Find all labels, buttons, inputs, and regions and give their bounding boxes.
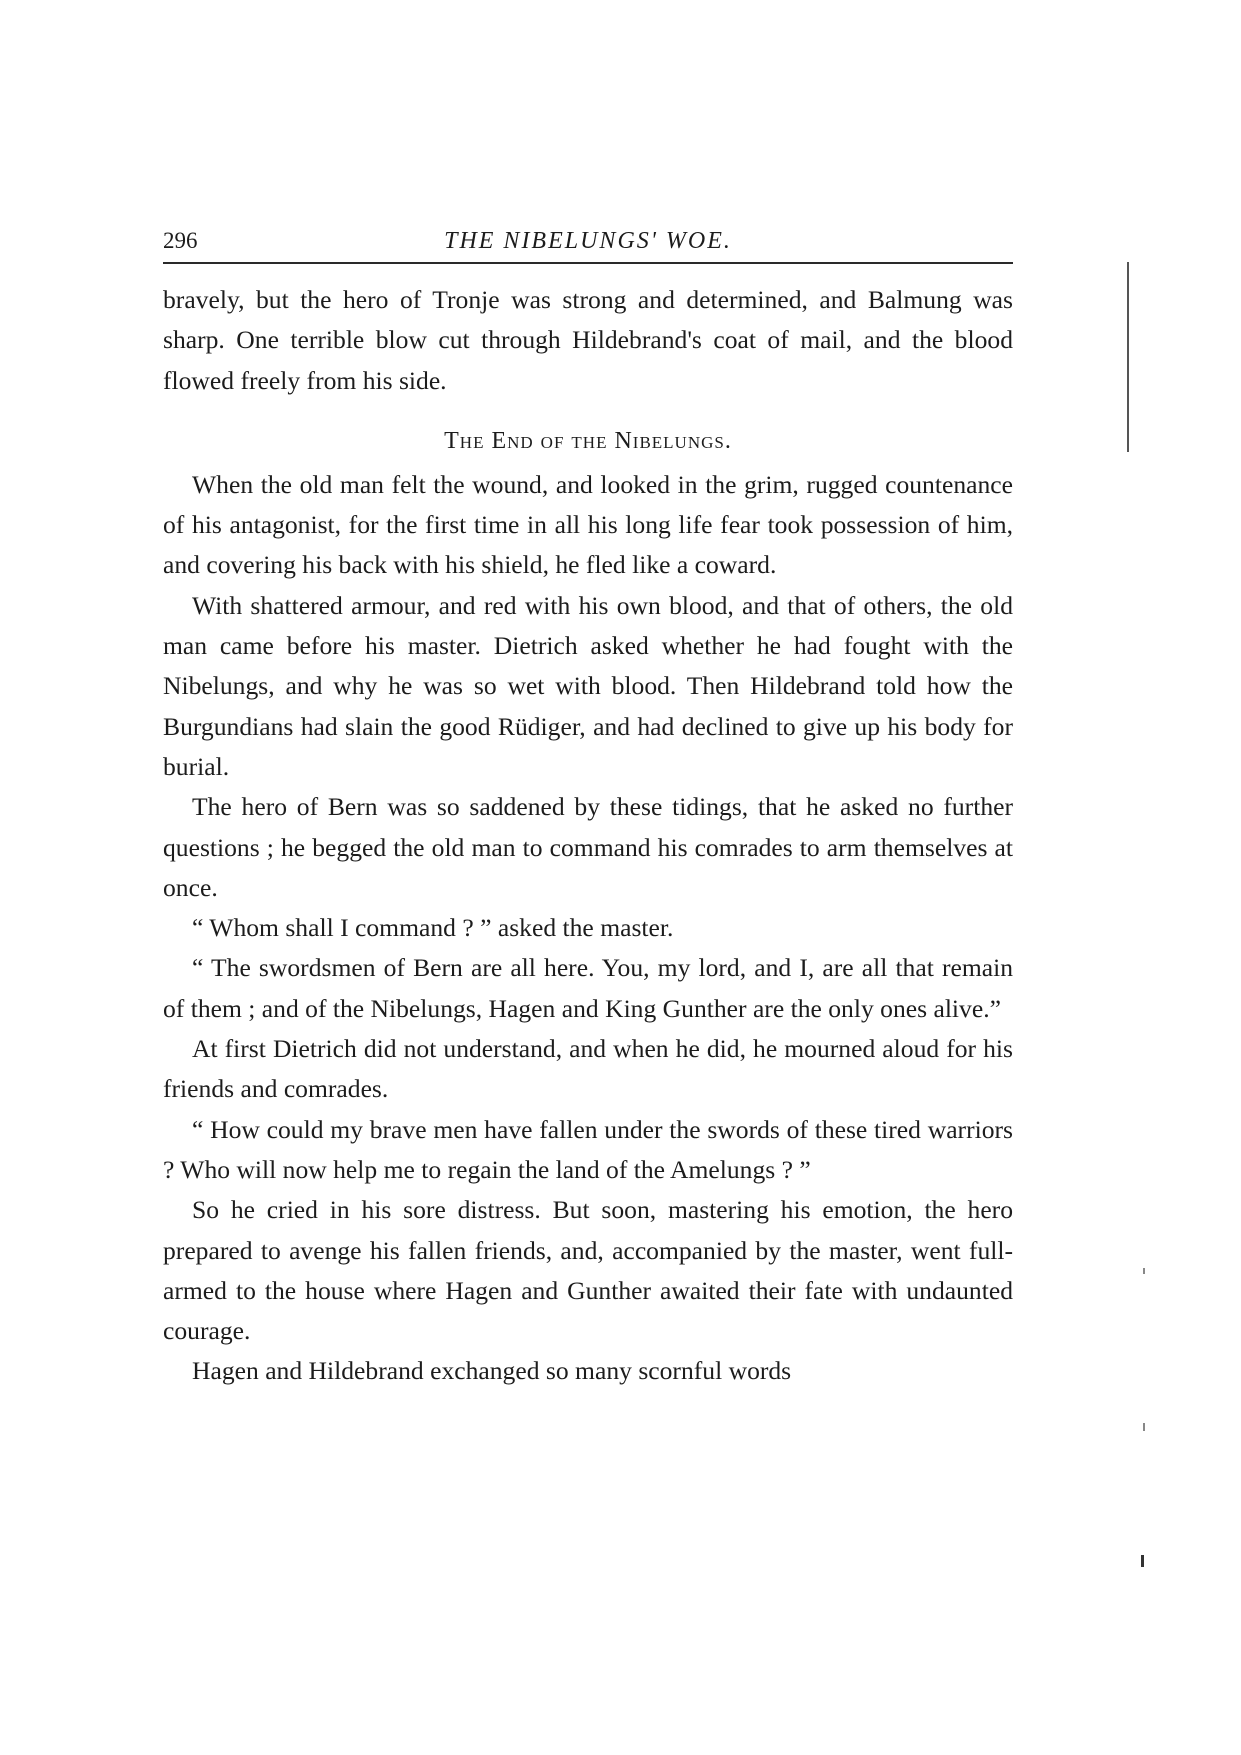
section-heading: The End of the Nibelungs. [444, 427, 732, 454]
paragraph: “ The swordsmen of Bern are all here. You, my lord, and I, are all that remain of them ; and of the Nibelungs, Hagen and King Gunther are the only ones alive.” [163, 953, 1013, 1023]
scan-edge-line [1127, 262, 1129, 452]
running-head: THE NIBELUNGS' WOE. [444, 228, 732, 254]
paragraph: With shattered armour, and red with his own blood, and that of others, the old man came before his master. Dietrich asked whether he had fought with the Nibelungs, and why he was so wet with blood. Then Hildebrand told how the Burgundians had slain the good Rüdiger, and had declined to give up his body for burial. [163, 590, 1013, 781]
paragraph: At first Dietrich did not understand, and when he did, he mourned aloud for his friends and comrades. [163, 1034, 1013, 1104]
page-body [163, 280, 1013, 1392]
paragraph: “ Whom shall I command ? ” asked the master. [192, 913, 674, 943]
page-header [163, 226, 1013, 264]
paragraph: The hero of Bern was so saddened by these tidings, that he asked no further questions ; he begged the old man to command his comrades to arm themselves at once. [163, 792, 1013, 902]
paragraph: “ How could my brave men have fallen under the swords of these tired warriors ? Who will now help me to regain the land of the Amelungs ? ” [163, 1114, 1013, 1184]
scan-speck [1143, 1268, 1145, 1274]
scan-speck [1141, 1555, 1144, 1567]
page-number: 296 [163, 228, 198, 253]
scan-speck [1143, 1423, 1145, 1431]
paragraph: So he cried in his sore distress. But soon, mastering his emotion, the hero prepared to avenge his fallen friends, and, accompanied by the master, went full-armed to the house where Hagen and Gunther awaited their fate with undaunted courage. [163, 1195, 1013, 1346]
paragraph: When the old man felt the wound, and looked in the grim, rugged countenance of his antagonist, for the first time in all his long life fear took possession of him, and covering his back with his shield, he fled like a coward. [163, 469, 1013, 580]
paragraph-continues: Hagen and Hildebrand exchanged so many scornful words [192, 1356, 792, 1386]
paragraph-continued: bravely, but the hero of Tronje was strong and determined, and Balmung was sharp. One terrible blow cut through Hildebrand's coat of mail, and the blood flowed freely from his side. [163, 285, 1013, 395]
